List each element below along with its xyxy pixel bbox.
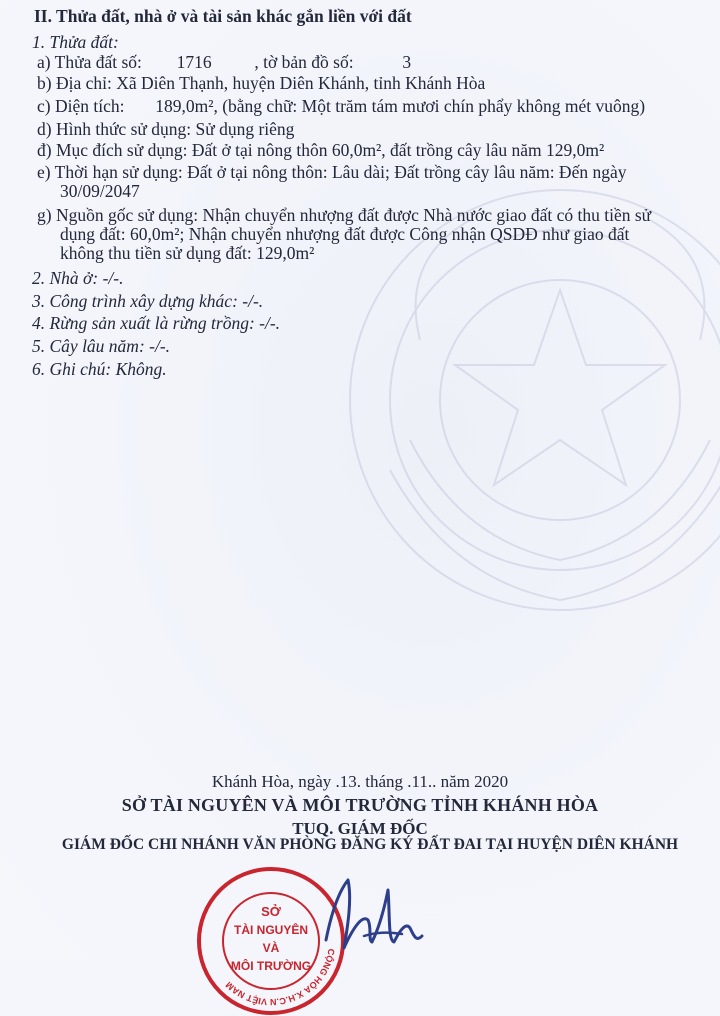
parcel-number-row	[37, 52, 411, 72]
map-sheet-value: 3	[402, 52, 412, 72]
usage-purpose-line: đ) Mục đích sử dụng: Đất ở tại nông thôn 60,0m², đất trồng cây lâu năm 129,0m²	[37, 140, 605, 160]
issuing-authority: SỞ TÀI NGUYÊN VÀ MÔI TRƯỜNG TỈNH KHÁNH HÒA	[121, 795, 599, 815]
issue-date: Khánh Hòa, ngày .13. tháng .11.. năm 2020	[211, 772, 509, 791]
seal-ring-text: CỘNG HÒA X.H.C.N VIỆT NAM	[223, 947, 337, 1008]
signer-capacity: TUQ. GIÁM ĐỐC	[292, 819, 428, 838]
seal-line-2: TÀI NGUYÊN	[233, 923, 309, 937]
seal-line-3: VÀ	[262, 941, 280, 955]
handwritten-signature	[318, 870, 428, 960]
signer-title: GIÁM ĐỐC CHI NHÁNH VĂN PHÒNG ĐĂNG KÝ ĐẤT ĐAI TẠI HUYỆN DIÊN KHÁNH	[61, 836, 679, 853]
usage-term-line-2: 30/09/2047	[60, 181, 140, 201]
item-house: 2. Nhà ở: -/-.	[32, 268, 124, 288]
origin-line-1: g) Nguồn gốc sử dụng: Nhận chuyển nhượng đất được Nhà nước giao đất có thu tiền sử	[37, 205, 652, 225]
item-note: 6. Ghi chú: Không.	[32, 359, 167, 379]
origin-line-3: không thu tiền sử dụng đất: 129,0m²	[60, 243, 315, 263]
parcel-number-label: a) Thửa đất số:	[37, 52, 142, 72]
area-row	[37, 96, 645, 116]
area-value: 189,0m², (bằng chữ: Một trăm tám mươi chín phẩy không mét vuông)	[155, 96, 646, 116]
usage-term-line-1: e) Thời hạn sử dụng: Đất ở tại nông thôn: Lâu dài; Đất trồng cây lâu năm: Đến ngày	[37, 162, 627, 182]
parcel-number-value: 1716	[176, 52, 212, 72]
area-label: c) Diện tích:	[37, 96, 125, 116]
section-title: II. Thửa đất, nhà ở và tài sản khác gắn liền với đất	[34, 6, 412, 26]
seal-line-4: MÔI TRƯỜNG	[230, 959, 312, 973]
map-sheet-label: , tờ bản đồ số:	[254, 52, 354, 72]
land-heading: 1. Thửa đất:	[32, 32, 119, 52]
origin-line-2: dụng đất: 60,0m²; Nhận chuyển nhượng đất được Công nhận QSDĐ như giao đất	[60, 224, 630, 244]
address-line: b) Địa chỉ: Xã Diên Thạnh, huyện Diên Khánh, tỉnh Khánh Hòa	[37, 73, 486, 93]
item-other-construction: 3. Công trình xây dựng khác: -/-.	[32, 291, 264, 311]
usage-form-line: d) Hình thức sử dụng: Sử dụng riêng	[37, 119, 295, 139]
item-perennial-trees: 5. Cây lâu năm: -/-.	[32, 336, 171, 356]
item-planted-forest: 4. Rừng sản xuất là rừng trồng: -/-.	[32, 313, 281, 333]
seal-line-1: SỞ	[261, 904, 281, 919]
